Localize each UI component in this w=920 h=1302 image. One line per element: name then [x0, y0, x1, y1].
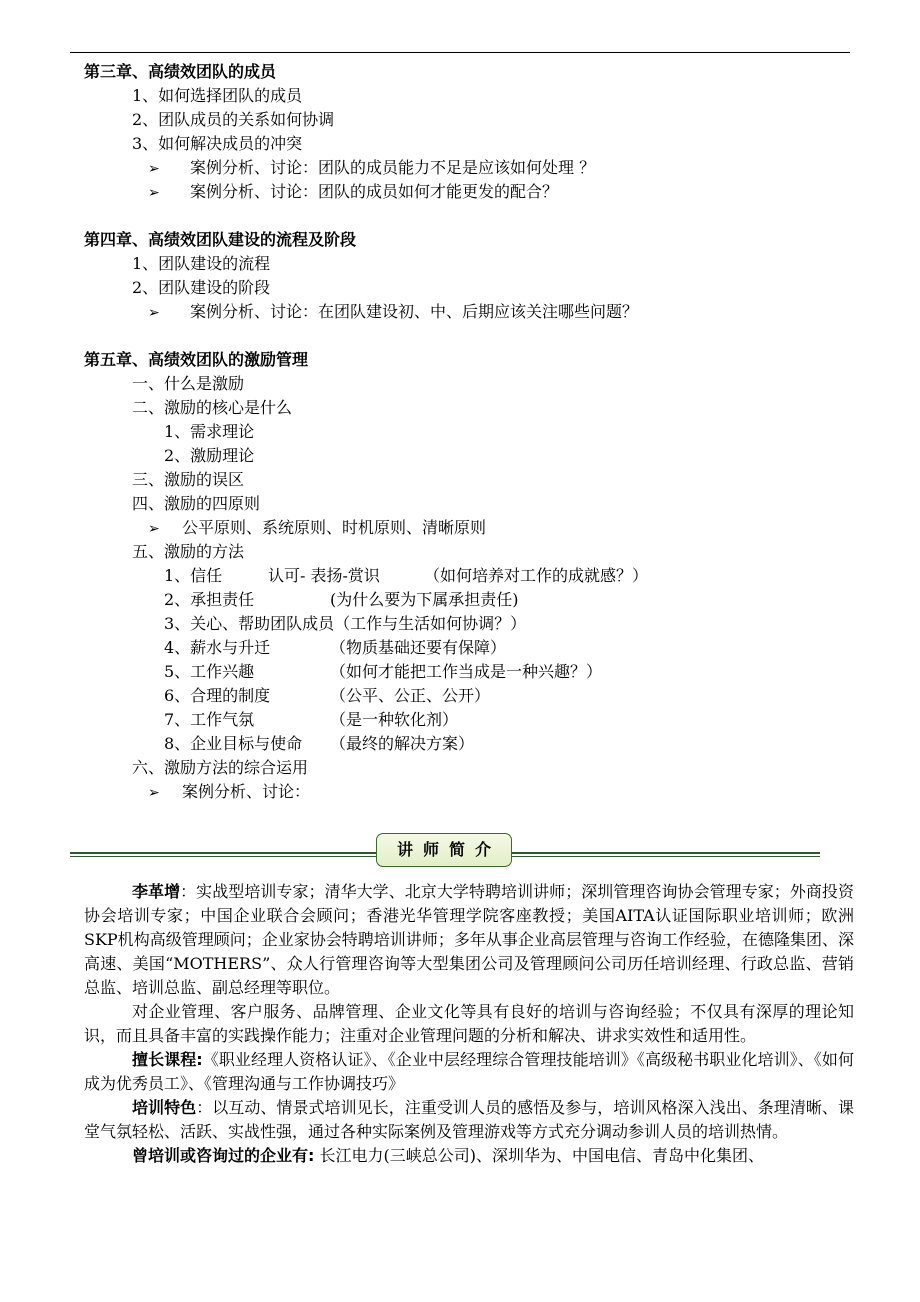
- method-item: 5、工作兴趣 （如何才能把工作当成是一种兴趣？）: [164, 662, 603, 681]
- chapter-5-section: 四、激励的四原则: [132, 494, 261, 513]
- chapter-4-title: 第四章、高绩效团队建设的流程及阶段: [84, 230, 357, 249]
- chapter-5-section: 一、什么是激励: [132, 374, 245, 393]
- method-item: 2、承担责任 (为什么要为下属承担责任): [164, 590, 519, 609]
- method-item: 6、合理的制度 （公平、公正、公开）: [164, 686, 491, 705]
- method-item: 7、工作气氛 （是一种软化剂）: [164, 710, 459, 729]
- chapter-3-bullet: ➢ 案例分析、讨论：团队的成员能力不足是应该如何处理 ？: [84, 156, 854, 180]
- chapter-3-item: 3、如何解决成员的冲突: [132, 134, 303, 153]
- bio-experience: 对企业管理、客户服务、品牌管理、企业文化等具有良好的培训与咨询经验；不仅具有深厚的理论知识，而且具备丰富的实践操作能力；注重对企业管理问题的分析和解决、讲求实效性和适用性。: [84, 1002, 854, 1045]
- arrow-bullet-icon: ➢: [148, 185, 160, 201]
- chapter-3-item: 1、如何选择团队的成员: [132, 86, 303, 105]
- chapter-4-item: 1、团队建设的流程: [132, 254, 271, 273]
- chapter-5-bullet: ➢ 案例分析、讨论：: [84, 780, 854, 804]
- chapter-4-bullet: ➢ 案例分析、讨论：在团队建设初、中、后期应该关注哪些问题？: [84, 300, 854, 324]
- chapter-5-bullet: ➢ 公平原则、系统原则、时机原则、清晰原则: [84, 516, 854, 540]
- method-item: 1、信任 认可- 表扬-赏识 （如何培养对工作的成就感？）: [164, 566, 649, 585]
- banner-title: 讲师简介: [376, 833, 512, 867]
- method-item: 3、关心、帮助团队成员（工作与生活如何协调？）: [164, 614, 527, 633]
- instructor-bio: [84, 880, 854, 1168]
- arrow-bullet-icon: ➢: [148, 521, 160, 537]
- chapter-5-section: 二、激励的核心是什么: [132, 398, 293, 417]
- arrow-bullet-icon: ➢: [148, 305, 160, 321]
- course-outline: [84, 60, 854, 804]
- chapter-5-subitem: 1、需求理论: [164, 422, 255, 441]
- bio-features: 培训特色：以互动、情景式培训见长，注重受训人员的感悟及参与，培训风格深入浅出、条理清晰、课堂气氛轻松、活跃、实战性强，通过各种实际案例及管理游戏等方式充分调动参训人员的培训热情。: [84, 1098, 854, 1141]
- chapter-5-section: 三、激励的误区: [132, 470, 245, 489]
- chapter-5-title: 第五章、高绩效团队的激励管理: [84, 350, 309, 369]
- chapter-3-title: 第三章、高绩效团队的成员: [84, 62, 277, 81]
- bio-courses: 擅长课程:《职业经理人资格认证》、《企业中层经理综合管理技能培训》《高级秘书职业化培训》、《如何成为优秀员工》、《管理沟通与工作协调技巧》: [84, 1050, 854, 1093]
- chapter-3-item: 2、团队成员的关系如何协调: [132, 110, 335, 129]
- chapter-5-section: 五、激励的方法: [132, 542, 245, 561]
- chapter-5-section: 六、激励方法的综合运用: [132, 758, 309, 777]
- top-rule: [70, 52, 850, 53]
- method-item: 4、薪水与升迁 （物质基础还要有保障）: [164, 638, 507, 657]
- arrow-bullet-icon: ➢: [148, 161, 160, 177]
- chapter-4-item: 2、团队建设的阶段: [132, 278, 271, 297]
- chapter-5-subitem: 2、激励理论: [164, 446, 255, 465]
- arrow-bullet-icon: ➢: [148, 785, 160, 801]
- instructor-name: 李革增: [132, 882, 181, 901]
- chapter-3-bullet: ➢ 案例分析、讨论：团队的成员如何才能更发的配合？: [84, 180, 854, 204]
- instructor-banner: [70, 831, 820, 871]
- bio-intro: 李革增：实战型培训专家；清华大学、北京大学特聘培训讲师；深圳管理咨询协会管理专家；外商投资协会培训专家；中国企业联合会顾问；香港光华管理学院客座教授；美国AITA认证国际职业培训师；欧洲SKP机构高级管理顾问；企业家协会特聘培训讲师；多年从事企业高层管理与咨询工作经验，在德隆集团、深高速、美国“MOTHERS”、众人行管理咨询等大型集团公司及管理顾问公司历任培训经理、行政总监、营销总监、培训总监、副总经理等职位。: [84, 882, 854, 997]
- method-item: 8、企业目标与使命 （最终的解决方案）: [164, 734, 475, 753]
- bio-clients: 曾培训或咨询过的企业有: 长江电力(三峡总公司)、深圳华为、中国电信、青岛中化集团、: [132, 1146, 764, 1165]
